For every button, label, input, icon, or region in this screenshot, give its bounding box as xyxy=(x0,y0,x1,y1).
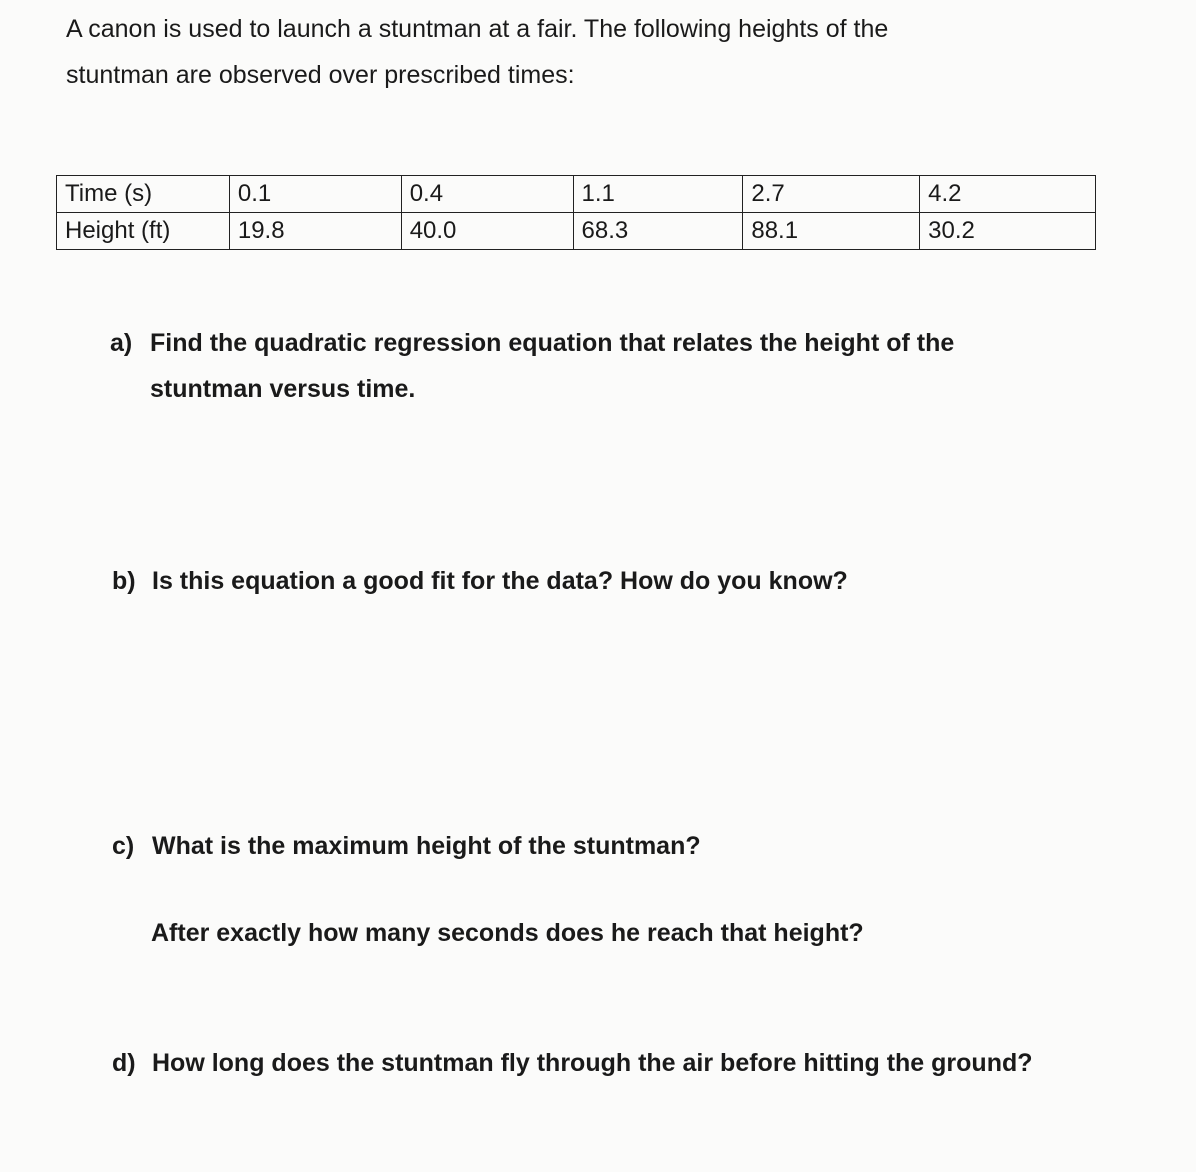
height-header-cell: Height (ft) xyxy=(57,213,230,250)
height-cell: 68.3 xyxy=(573,213,743,250)
height-cell: 88.1 xyxy=(743,213,920,250)
question-c-text: What is the maximum height of the stuntman? xyxy=(152,832,701,860)
height-cell: 19.8 xyxy=(229,213,401,250)
intro-line-1: A canon is used to launch a stuntman at a fair. The following heights of the xyxy=(66,15,889,43)
question-d-letter: d) xyxy=(112,1049,136,1077)
intro-paragraph xyxy=(66,6,1066,98)
question-d-text: How long does the stuntman fly through the air before hitting the ground? xyxy=(152,1049,1033,1077)
question-c-letter: c) xyxy=(112,832,135,860)
time-cell: 2.7 xyxy=(743,176,920,213)
time-header-cell: Time (s) xyxy=(57,176,230,213)
question-a-line-1: Find the quadratic regression equation that relates the height of the xyxy=(150,329,955,357)
question-c xyxy=(112,823,1112,869)
table-row-time xyxy=(57,176,1096,213)
intro-line-2: stuntman are observed over prescribed times: xyxy=(66,61,575,89)
time-cell: 0.4 xyxy=(401,176,573,213)
question-b-letter: b) xyxy=(112,567,136,595)
question-a xyxy=(110,320,1110,412)
question-a-line-2: stuntman versus time. xyxy=(150,375,416,403)
time-cell: 1.1 xyxy=(573,176,743,213)
question-a-letter: a) xyxy=(110,329,133,357)
time-cell: 0.1 xyxy=(229,176,401,213)
height-cell: 40.0 xyxy=(401,213,573,250)
question-c-follow-up: After exactly how many seconds does he reach that height? xyxy=(151,919,864,947)
height-cell: 30.2 xyxy=(920,213,1096,250)
table-row-height xyxy=(57,213,1096,250)
question-b-text: Is this equation a good fit for the data? How do you know? xyxy=(152,567,848,595)
time-cell: 4.2 xyxy=(920,176,1096,213)
question-b xyxy=(112,558,1112,604)
question-d xyxy=(112,1040,1192,1086)
time-height-table xyxy=(56,175,1096,250)
